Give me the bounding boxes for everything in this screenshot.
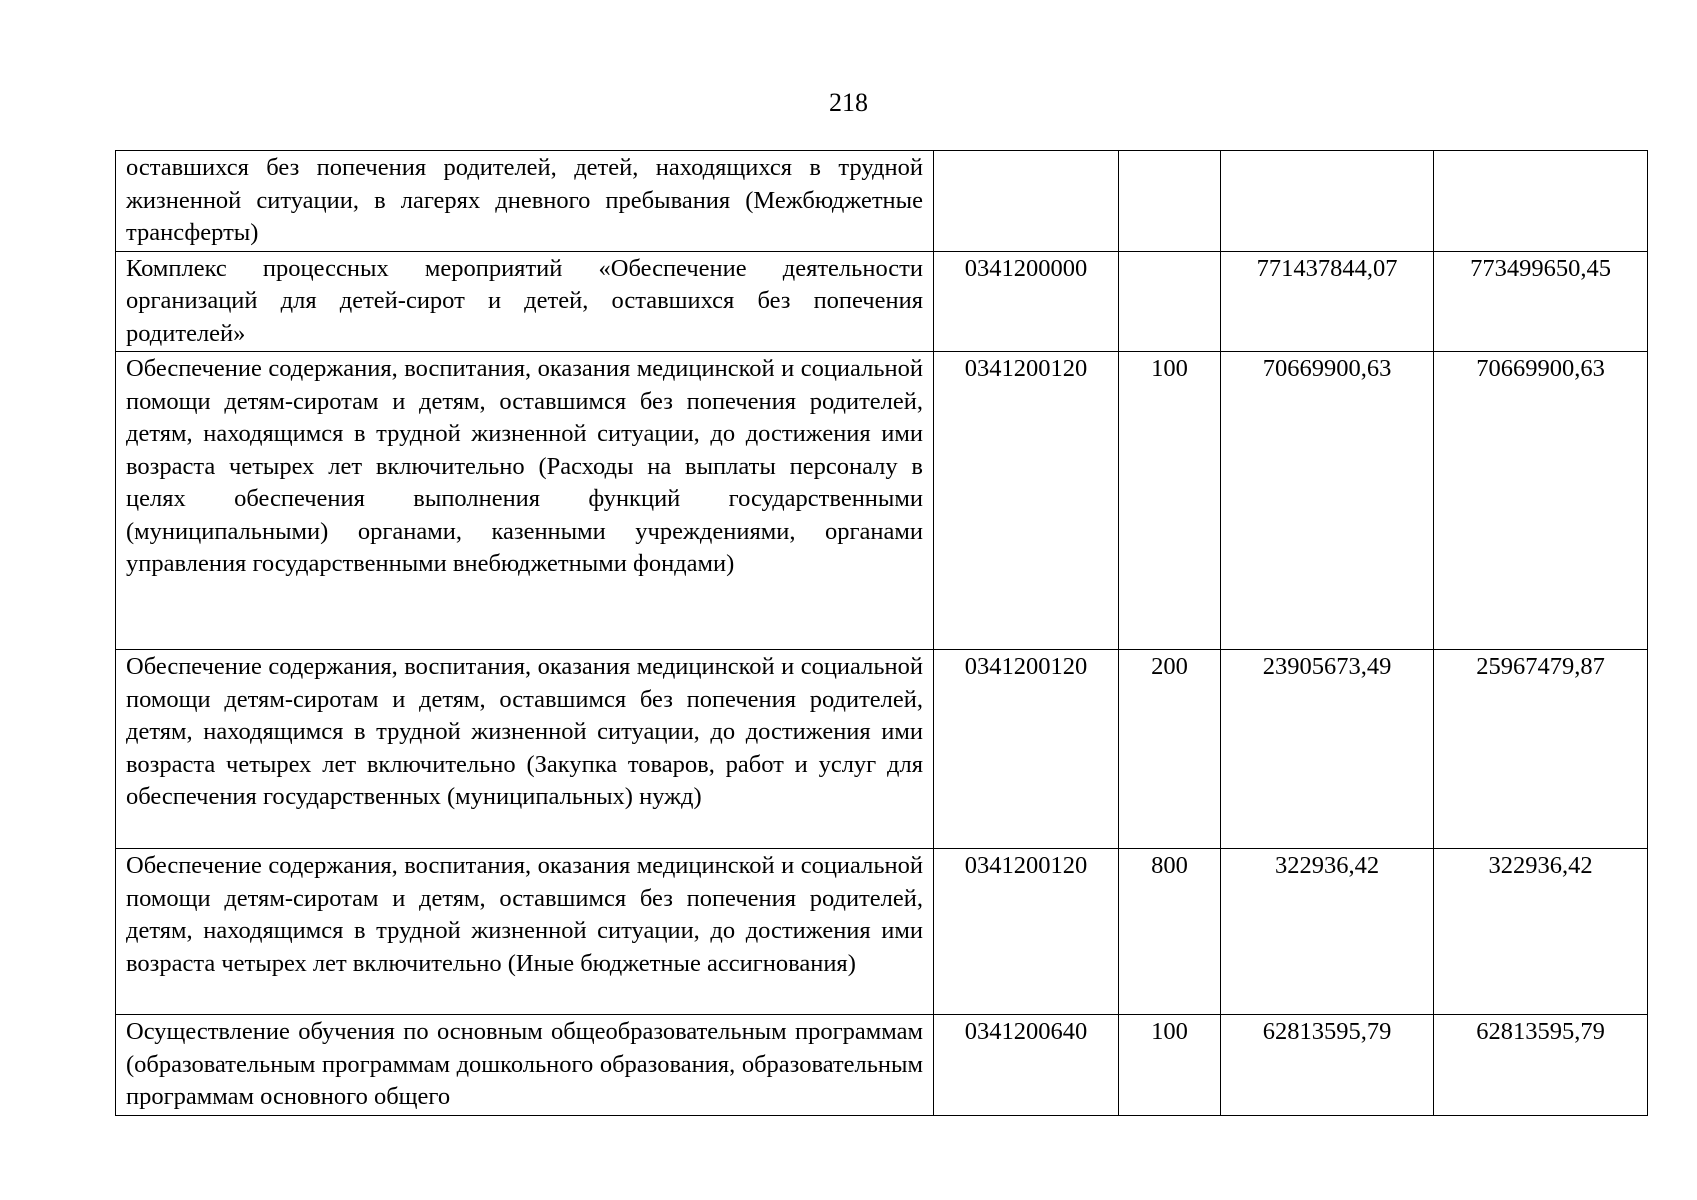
budget-table — [115, 150, 1648, 1116]
row-code: 0341200640 — [934, 1015, 1119, 1116]
row-description: Обеспечение содержания, воспитания, оказания медицинской и социальной помощи детям-сиротам и детям, оставшимся без попечения родителей, детям, находящимся в трудной жизненной ситуации, до достижения ими возраста четырех лет включительно (Закупка товаров, работ и услуг для обеспечения государственных (муниципальных) нужд) — [116, 650, 934, 849]
row-amount-2: 62813595,79 — [1434, 1015, 1648, 1116]
table-row — [116, 849, 1648, 1015]
row-expense-type: 200 — [1119, 650, 1221, 849]
row-code: 0341200120 — [934, 849, 1119, 1015]
row-code: 0341200000 — [934, 251, 1119, 352]
row-expense-type: 100 — [1119, 1015, 1221, 1116]
row-amount-2: 322936,42 — [1434, 849, 1648, 1015]
row-expense-type: 100 — [1119, 352, 1221, 650]
table-row — [116, 650, 1648, 849]
row-code: 0341200120 — [934, 650, 1119, 849]
row-amount-2: 70669900,63 — [1434, 352, 1648, 650]
table-row — [116, 251, 1648, 352]
page-number: 218 — [829, 88, 868, 117]
row-amount-2 — [1434, 151, 1648, 252]
table-row — [116, 151, 1648, 252]
row-amount-2: 25967479,87 — [1434, 650, 1648, 849]
row-code — [934, 151, 1119, 252]
row-expense-type — [1119, 151, 1221, 252]
row-expense-type — [1119, 251, 1221, 352]
row-description: Осуществление обучения по основным общеобразовательным программам (образовательным программам дошкольного образования, образовательным программам основного общего — [116, 1015, 934, 1116]
row-amount-2: 773499650,45 — [1434, 251, 1648, 352]
table-row — [116, 352, 1648, 650]
row-amount-1: 62813595,79 — [1221, 1015, 1434, 1116]
row-description: Комплекс процессных мероприятий «Обеспечение деятельности организаций для детей-сирот и детей, оставшихся без попечения родителей» — [116, 251, 934, 352]
row-description: Обеспечение содержания, воспитания, оказания медицинской и социальной помощи детям-сиротам и детям, оставшимся без попечения родителей, детям, находящимся в трудной жизненной ситуации, до достижения ими возраста четырех лет включительно (Иные бюджетные ассигнования) — [116, 849, 934, 1015]
row-description: оставшихся без попечения родителей, детей, находящихся в трудной жизненной ситуации, в лагерях дневного пребывания (Межбюджетные трансферты) — [116, 151, 934, 252]
row-amount-1: 23905673,49 — [1221, 650, 1434, 849]
row-amount-1: 771437844,07 — [1221, 251, 1434, 352]
row-amount-1: 70669900,63 — [1221, 352, 1434, 650]
row-expense-type: 800 — [1119, 849, 1221, 1015]
row-code: 0341200120 — [934, 352, 1119, 650]
row-amount-1: 322936,42 — [1221, 849, 1434, 1015]
table-row — [116, 1015, 1648, 1116]
row-description: Обеспечение содержания, воспитания, оказания медицинской и социальной помощи детям-сиротам и детям, оставшимся без попечения родителей, детям, находящимся в трудной жизненной ситуации, до достижения ими возраста четырех лет включительно (Расходы на выплаты персоналу в целях обеспечения выполнения функций государственными (муниципальными) органами, казенными учреждениями, органами управления государственными внебюджетными фондами) — [116, 352, 934, 650]
row-amount-1 — [1221, 151, 1434, 252]
